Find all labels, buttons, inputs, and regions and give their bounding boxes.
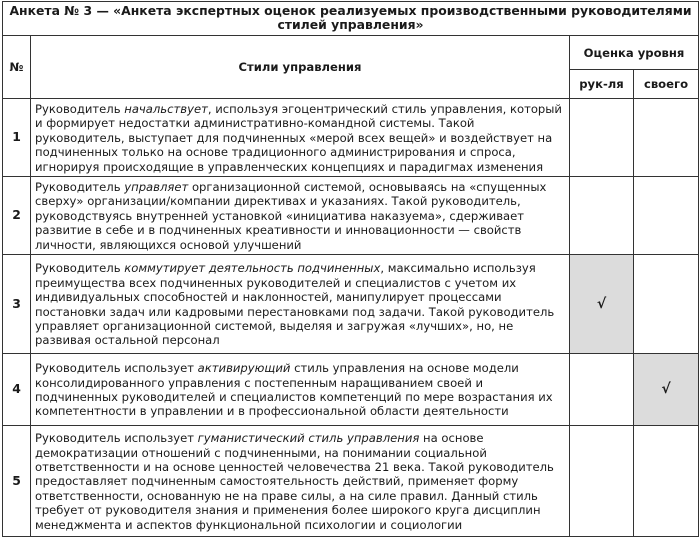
row-number: 2 (3, 177, 31, 255)
row-number: 1 (3, 99, 31, 177)
rating-header: Оценка уровня (570, 36, 699, 70)
style-keyword: управляет (124, 180, 189, 195)
style-description (31, 255, 570, 354)
manager-level-cell[interactable] (570, 354, 634, 426)
caption-row (3, 2, 699, 36)
manager-level-cell[interactable]: √ (570, 255, 634, 354)
manager-level-cell[interactable] (570, 99, 634, 177)
number-header: № (3, 36, 31, 99)
table-row (3, 99, 699, 177)
own-level-cell[interactable] (634, 99, 699, 177)
own-level-cell[interactable] (634, 255, 699, 354)
style-description (31, 99, 570, 177)
style-description (31, 426, 570, 537)
own-level-cell[interactable] (634, 426, 699, 537)
table-row (3, 177, 699, 255)
table-row (3, 255, 699, 354)
row-number: 5 (3, 426, 31, 537)
style-text-post: организационной системой, основываясь на «спущенных сверху» организации/компании директивах и указаниях. Такой руководитель, руководствуясь внутренней установкой «инициатива наказуема», сдерживает развитие в себе и в подчиненных креативности и инновационности — свойств личности, являющихся основой улучшений (35, 180, 547, 252)
style-description (31, 354, 570, 426)
style-keyword: коммутирует деятельность подчиненных (124, 261, 381, 276)
survey-table (2, 1, 699, 537)
style-text-post: на основе демократизации отношений с подчиненными, на понимании социальной ответственности и на основе ценностей человечества 21 века. Такой руководитель предоставляет подчиненным самостоятельность действий, применяет форму ответственности, основанную не на праве силы, а на силе правил. Данный стиль требует от руководителя знания и применения более широкого круга дисциплин менеджмента и аспектов функциональной психологии и социологии (35, 431, 554, 532)
own-level-header: своего (634, 70, 699, 99)
style-description (31, 177, 570, 255)
style-text-pre: Руководитель (35, 261, 125, 276)
own-level-cell[interactable]: √ (634, 354, 699, 426)
style-text-post: , максимально используя преимущества всех подчиненных руководителей и специалистов с учетом их индивидуальных способностей и наклонностей, манипулирует процессами постановки задач или кадровыми перестановками под задачи. Такой руководитель управляет организационной системой, выделяя и загружая «лучших», но, не развивая остальной персонал (35, 261, 555, 348)
style-text-pre: Руководитель (35, 180, 125, 195)
manager-level-cell[interactable] (570, 177, 634, 255)
table-row (3, 426, 699, 537)
row-number: 4 (3, 354, 31, 426)
styles-header: Стили управления (31, 36, 570, 99)
style-text-pre: Руководитель использует (35, 431, 198, 446)
manager-level-header: рук-ля (570, 70, 634, 99)
header-row (3, 36, 699, 70)
style-text-post: стиль управления на основе модели консолидированного управления с постепенным наращиванием своей и подчиненных руководителей и специалистов компетенций по мере возрастания их компетентности в управлении и в профессиональной области деятельности (35, 361, 553, 419)
style-keyword: начальствует (124, 102, 208, 116)
own-level-cell[interactable] (634, 177, 699, 255)
style-keyword: активирующий (197, 361, 291, 376)
table-caption: Анкета № 3 — «Анкета экспертных оценок реализуемых производственными руководителями стилей управления» (3, 2, 699, 36)
style-text-pre: Руководитель (35, 102, 125, 116)
style-keyword: гуманистический стиль управления (197, 431, 420, 446)
table-row (3, 354, 699, 426)
manager-level-cell[interactable] (570, 426, 634, 537)
style-text-pre: Руководитель использует (35, 361, 198, 376)
style-text-post: , используя эгоцентрический стиль управления, который и формирует недостатки административно-командной системы. Такой руководитель, выступает для подчиненных «мерой всех вещей» и воздействует на подчиненных только на основе традиционного администрирования и спроса, игнорируя происходящие в управленческих концепциях и парадигмах изменения (35, 102, 562, 174)
row-number: 3 (3, 255, 31, 354)
